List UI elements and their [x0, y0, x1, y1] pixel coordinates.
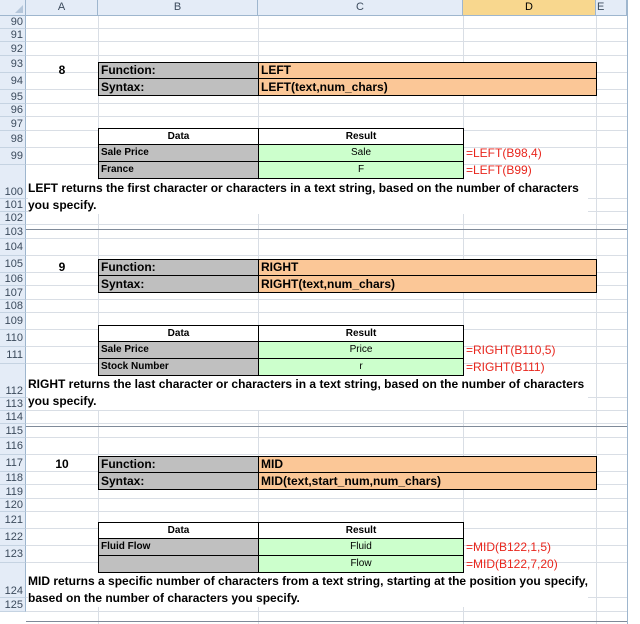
row-header[interactable]: 118: [0, 472, 26, 485]
grid-line: [26, 255, 628, 256]
section-separator: [26, 229, 628, 230]
description-text[interactable]: LEFT returns the first character or characters in a text string, based on the number of characters you specify.: [28, 180, 588, 214]
row-header[interactable]: 103: [0, 225, 26, 239]
formula-text[interactable]: =RIGHT(B111): [466, 360, 545, 374]
syntax-label: Syntax:: [98, 78, 259, 96]
row-header[interactable]: 100: [0, 165, 26, 199]
data-cell[interactable]: [98, 555, 259, 573]
result-cell[interactable]: Flow: [258, 555, 464, 573]
row-header[interactable]: 115: [0, 424, 26, 438]
row-header[interactable]: 101: [0, 199, 26, 212]
function-label: Function:: [98, 259, 259, 276]
result-cell[interactable]: Sale: [258, 144, 464, 162]
row-header[interactable]: 125: [0, 598, 26, 612]
syntax-value[interactable]: RIGHT(text,num_chars): [258, 275, 597, 293]
function-value[interactable]: RIGHT: [258, 259, 597, 276]
row-header[interactable]: 104: [0, 239, 26, 256]
grid-line: [26, 498, 628, 499]
grid-line: [26, 423, 628, 424]
grid-line: [26, 454, 628, 455]
syntax-label: Syntax:: [98, 472, 259, 490]
function-label: Function:: [98, 62, 259, 79]
column-header-e[interactable]: E: [596, 0, 627, 16]
grid-line: [26, 299, 628, 300]
row-header[interactable]: 111: [0, 347, 26, 364]
row-header[interactable]: 124: [0, 563, 26, 598]
row-header[interactable]: 96: [0, 104, 26, 117]
result-cell[interactable]: r: [258, 358, 464, 376]
row-header[interactable]: 109: [0, 313, 26, 330]
formula-text[interactable]: =LEFT(B99): [466, 163, 532, 177]
row-header[interactable]: 114: [0, 411, 26, 424]
function-value[interactable]: LEFT: [258, 62, 597, 79]
row-header[interactable]: 98: [0, 131, 26, 148]
formula-text[interactable]: =RIGHT(B110,5): [466, 343, 556, 357]
grid-line: [26, 511, 628, 512]
function-label: Function:: [98, 456, 259, 473]
row-header[interactable]: 123: [0, 546, 26, 563]
row-header[interactable]: 120: [0, 499, 26, 512]
section-number: 10: [55, 457, 69, 471]
row-header[interactable]: 119: [0, 485, 26, 499]
syntax-label: Syntax:: [98, 275, 259, 293]
row-header[interactable]: 116: [0, 438, 26, 455]
data-cell[interactable]: France: [98, 161, 259, 179]
function-value[interactable]: MID: [258, 456, 597, 473]
row-header[interactable]: 95: [0, 90, 26, 104]
row-header[interactable]: 108: [0, 300, 26, 313]
table-header-result: Result: [258, 325, 464, 342]
table-header-data: Data: [98, 128, 259, 145]
grid-line: [26, 611, 628, 612]
section-number: 9: [58, 260, 66, 274]
grid-line: [26, 437, 628, 438]
row-header[interactable]: 99: [0, 148, 26, 165]
data-cell[interactable]: Sale Price: [98, 341, 259, 359]
row-header[interactable]: 92: [0, 42, 26, 56]
row-header[interactable]: 112: [0, 364, 26, 398]
formula-text[interactable]: =MID(B122,7,20): [466, 557, 558, 571]
grid-line: [26, 55, 628, 56]
grid-line: [26, 224, 628, 225]
column-e-edge: [627, 0, 640, 624]
row-header[interactable]: 122: [0, 529, 26, 546]
table-header-result: Result: [258, 522, 464, 539]
syntax-value[interactable]: MID(text,start_num,num_chars): [258, 472, 597, 490]
row-header[interactable]: 117: [0, 455, 26, 472]
table-header-data: Data: [98, 522, 259, 539]
section-separator: [26, 621, 628, 622]
row-header[interactable]: 110: [0, 330, 26, 347]
data-cell[interactable]: Stock Number: [98, 358, 259, 376]
column-header-d[interactable]: D: [463, 0, 596, 16]
description-text[interactable]: MID returns a specific number of characters from a text string, starting at the position you specify, based on the number of characters you specify.: [28, 574, 588, 605]
row-header[interactable]: 97: [0, 117, 26, 131]
row-header[interactable]: 102: [0, 212, 26, 225]
grid-line: [26, 238, 628, 239]
row-header[interactable]: 105: [0, 256, 26, 273]
data-cell[interactable]: Fluid Flow: [98, 538, 259, 556]
data-cell[interactable]: Sale Price: [98, 144, 259, 162]
description-text[interactable]: RIGHT returns the last character or characters in a text string, based on the number of characters you specify.: [28, 376, 588, 410]
section-separator: [26, 426, 628, 427]
column-header-c[interactable]: C: [258, 0, 463, 16]
table-header-data: Data: [98, 325, 259, 342]
column-header-a[interactable]: A: [26, 0, 98, 16]
formula-text[interactable]: =LEFT(B98,4): [466, 146, 542, 160]
column-header-b[interactable]: B: [98, 0, 258, 16]
result-cell[interactable]: Fluid: [258, 538, 464, 556]
row-header[interactable]: 121: [0, 512, 26, 529]
result-cell[interactable]: Price: [258, 341, 464, 359]
row-header[interactable]: 93: [0, 56, 26, 73]
formula-text[interactable]: =MID(B122,1,5): [466, 540, 552, 554]
result-cell[interactable]: F: [258, 161, 464, 179]
row-header[interactable]: 90: [0, 16, 26, 29]
grid-line: [26, 41, 628, 42]
grid-line: [26, 103, 628, 104]
row-header[interactable]: 113: [0, 398, 26, 411]
row-header[interactable]: 106: [0, 273, 26, 286]
grid-line: [26, 28, 628, 29]
grid-line: [26, 116, 628, 117]
grid-line: [596, 16, 597, 624]
table-header-result: Result: [258, 128, 464, 145]
select-all-corner[interactable]: [0, 0, 26, 16]
grid-line: [26, 410, 628, 411]
syntax-value[interactable]: LEFT(text,num_chars): [258, 78, 597, 96]
row-header[interactable]: 94: [0, 73, 26, 90]
grid-line: [26, 312, 628, 313]
section-number: 8: [58, 63, 66, 77]
row-header[interactable]: 107: [0, 286, 26, 300]
row-header[interactable]: 91: [0, 29, 26, 42]
